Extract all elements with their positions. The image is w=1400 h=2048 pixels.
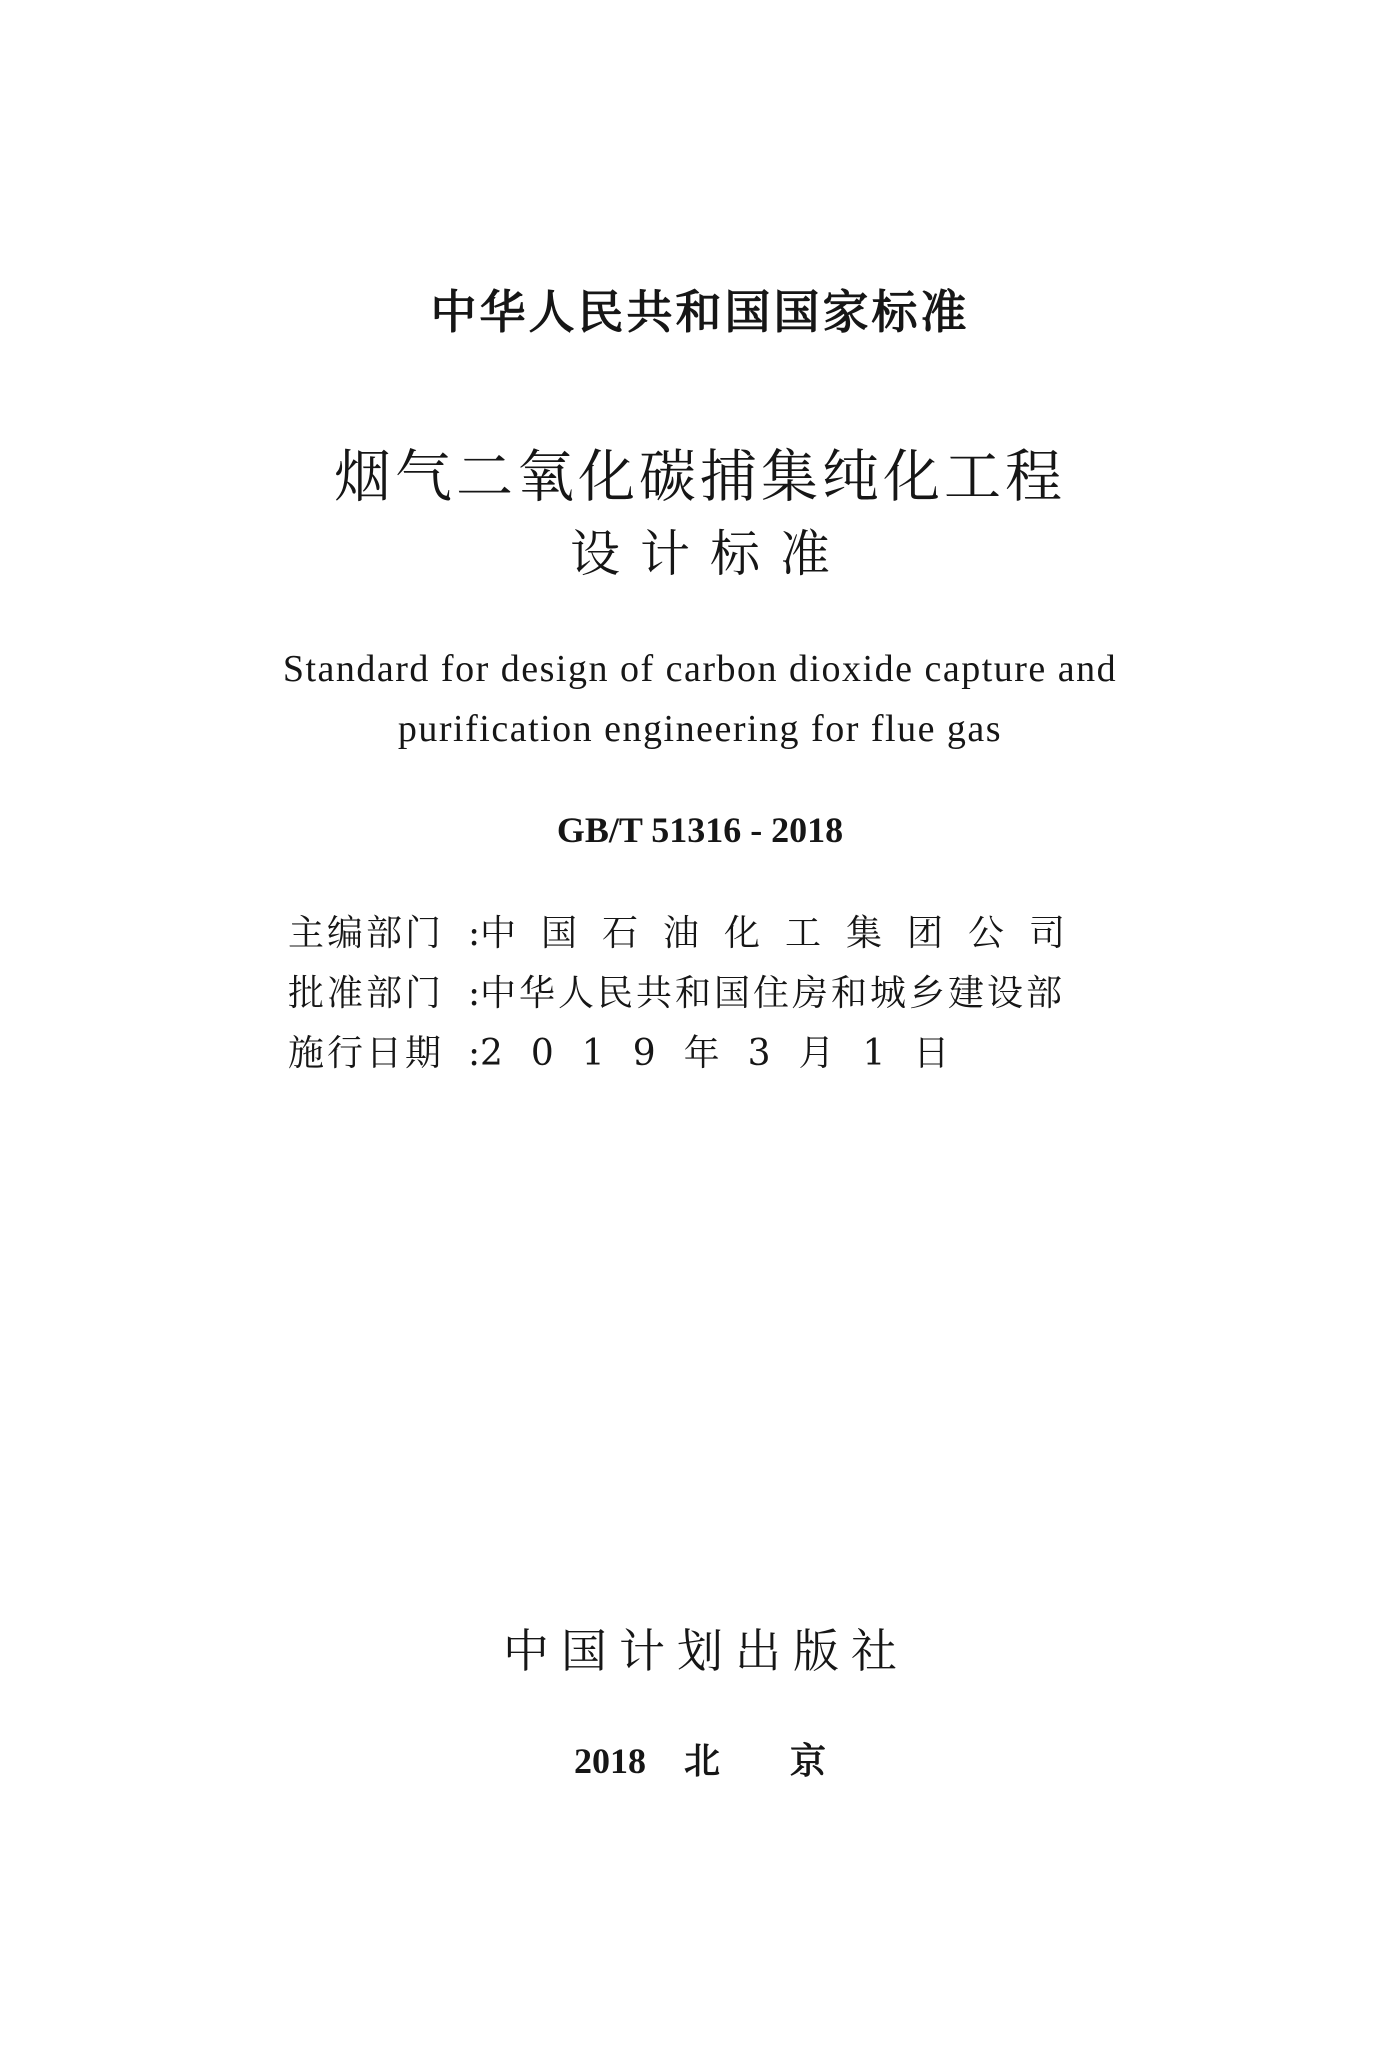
document-title-en-line1: Standard for design of carbon dioxide capture and — [282, 648, 1118, 690]
metadata-label: 主编部门 — [288, 913, 445, 954]
document-title-zh-line1: 烟气二氧化碳捕集纯化工程 — [334, 444, 1066, 510]
metadata-label: 施行日期 — [288, 1033, 445, 1074]
standard-code: GB/T 51316 - 2018 — [556, 810, 844, 850]
publisher-name: 中国计划出版社 — [503, 1624, 909, 1678]
metadata-colon: : — [468, 1033, 481, 1074]
metadata-row-chief-editor — [288, 912, 1091, 956]
metadata-row-approval — [288, 972, 1088, 1016]
metadata-value: 中国石油化工集团公司 — [480, 913, 1091, 954]
city-part-2: 京 — [790, 1741, 827, 1781]
city-part-1: 北 — [683, 1741, 720, 1781]
publication-year-city — [0, 1738, 1400, 1784]
document-title-en-line2: purification engineering for flue gas — [397, 708, 1003, 750]
metadata-row-effective-date — [288, 1032, 1088, 1076]
metadata-label: 批准部门 — [288, 973, 445, 1014]
metadata-colon: : — [468, 973, 481, 1014]
publication-year: 2018 — [573, 1741, 646, 1781]
metadata-colon: : — [468, 913, 481, 954]
document-title-zh-line2: 设计标准 — [570, 525, 850, 583]
metadata-value: 中华人民共和国住房和城乡建设部 — [480, 973, 1066, 1014]
metadata-value: 2019年3月1日 — [480, 1033, 978, 1074]
standard-type-heading: 中华人民共和国国家标准 — [430, 285, 970, 339]
